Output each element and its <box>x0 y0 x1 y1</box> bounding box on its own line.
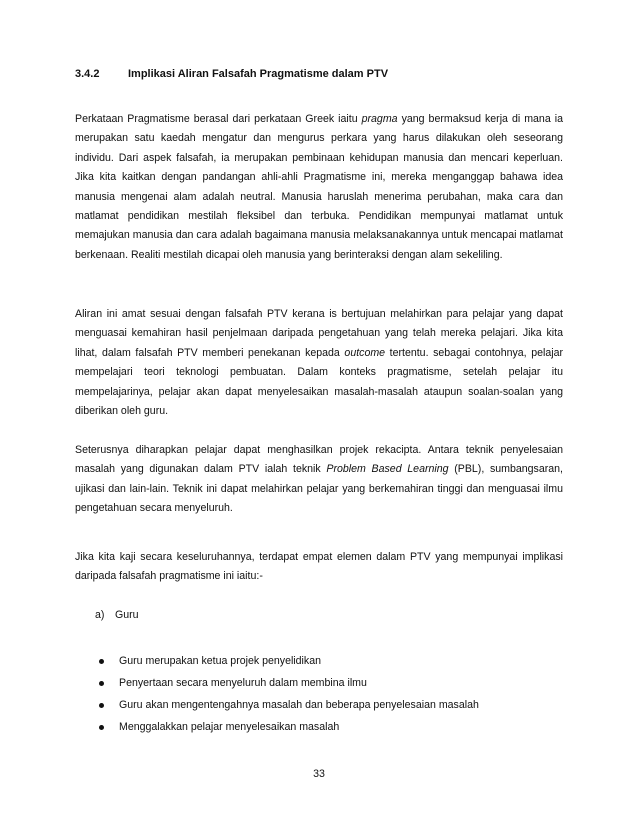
bullet-icon <box>99 725 104 730</box>
paragraph-text: Perkataan Pragmatisme berasal dari perkataan Greek iaitu <box>75 113 362 125</box>
paragraph-text: tertentu. sebagai contohnya, pelajar mempelajari teori teknologi pembuatan. Dalam konteks pragmatisme, setelah pelajar itu mempelajarinya, pelajar akan dapat menyelesaikan masalah-masalah ataupun soalan-soalan yang diberikan oleh guru. <box>75 346 564 418</box>
bullet-item <box>99 716 479 738</box>
bullet-text: Menggalakkan pelajar menyelesaikan masalah <box>119 721 340 733</box>
paragraph-elements-intro: Jika kita kaji secara keseluruhannya, terdapat empat elemen dalam PTV yang mempunyai implikasi daripada falsafah pragmatisme ini iaitu:- <box>75 551 563 583</box>
bullet-text: Guru merupakan ketua projek penyelidikan <box>119 655 321 667</box>
paragraph-text: (PBL), sumbangsaran, ujikasi dan lain-lain. Teknik ini dapat melahirkan pelajar yang berkemahiran tinggi dan menguasai ilmu pengetahuan secara menyeluruh. <box>75 463 563 515</box>
list-marker: a) <box>95 609 105 621</box>
italic-term-pragma: pragma <box>361 113 398 125</box>
page-number: 33 <box>313 768 325 780</box>
paragraph-text: Seterusnya diharapkan pelajar dapat menghasilkan projek rekacipta. Antara teknik penyelesaian masalah yang digunakan dalam PTV ialah teknik <box>75 444 563 476</box>
bullet-text: Guru akan mengentengahnya masalah dan beberapa penyelesaian masalah <box>119 699 479 711</box>
paragraph-text: yang bermaksud kerja di mana ia merupakan satu kaedah mengatur dan mengurus perkara yang harus dilakukan oleh seseorang individu. Dari aspek falsafah, ia merupakan pembinaan kehidupan manusia dan mencari keperluan. Jika kita kaitkan dengan pandangan ahli-ahli Pragmatisme ini, mereka menganggap bahawa idea manusia mengenai alam adalah neutral. Manusia haruslah menerima perubahan, maka cara dan matlamat pendidikan mestilah fleksibel dan terbuka. Pendidikan mempunyai matlamat untuk memajukan manusia dan cara adalah bagaimana manusia melaksanakannya untuk mencapai matlamat berkenaan. Realiti mestilah dicapai oleh manusia yang berinteraksi dengan alam sekeliling. <box>75 113 563 261</box>
italic-term-outcome: outcome <box>344 346 386 359</box>
italic-term-pbl: Problem Based Learning <box>326 463 449 476</box>
section-number: 3.4.2 <box>75 68 100 80</box>
bullet-item <box>99 672 479 694</box>
paragraph-text: Aliran ini amat sesuai dengan falsafah PTV kerana is bertujuan melahirkan para pelajar yang dapat menguasai kemahiran hasil penjelmaan daripada pengetahuan yang telah mereka pelajari. Jika kita lihat, dalam falsafah PTV memberi penekanan kepada <box>75 308 563 359</box>
paragraph-pragmatism-definition <box>75 110 563 265</box>
section-heading <box>75 68 388 80</box>
bullet-item <box>99 650 479 672</box>
bullet-item <box>99 694 479 716</box>
section-title: Implikasi Aliran Falsafah Pragmatisme dalam PTV <box>128 68 389 80</box>
bullet-text: Penyertaan secara menyeluruh dalam membina ilmu <box>119 677 367 689</box>
list-item-guru <box>95 609 139 621</box>
paragraph-problem-solving <box>75 441 563 519</box>
bullet-icon <box>99 659 104 664</box>
bullet-list <box>99 650 479 738</box>
bullet-icon <box>99 703 104 708</box>
document-page <box>75 0 563 826</box>
paragraph-ptv-suitability <box>75 305 563 421</box>
bullet-icon <box>99 681 104 686</box>
list-item-label: Guru <box>115 609 139 621</box>
